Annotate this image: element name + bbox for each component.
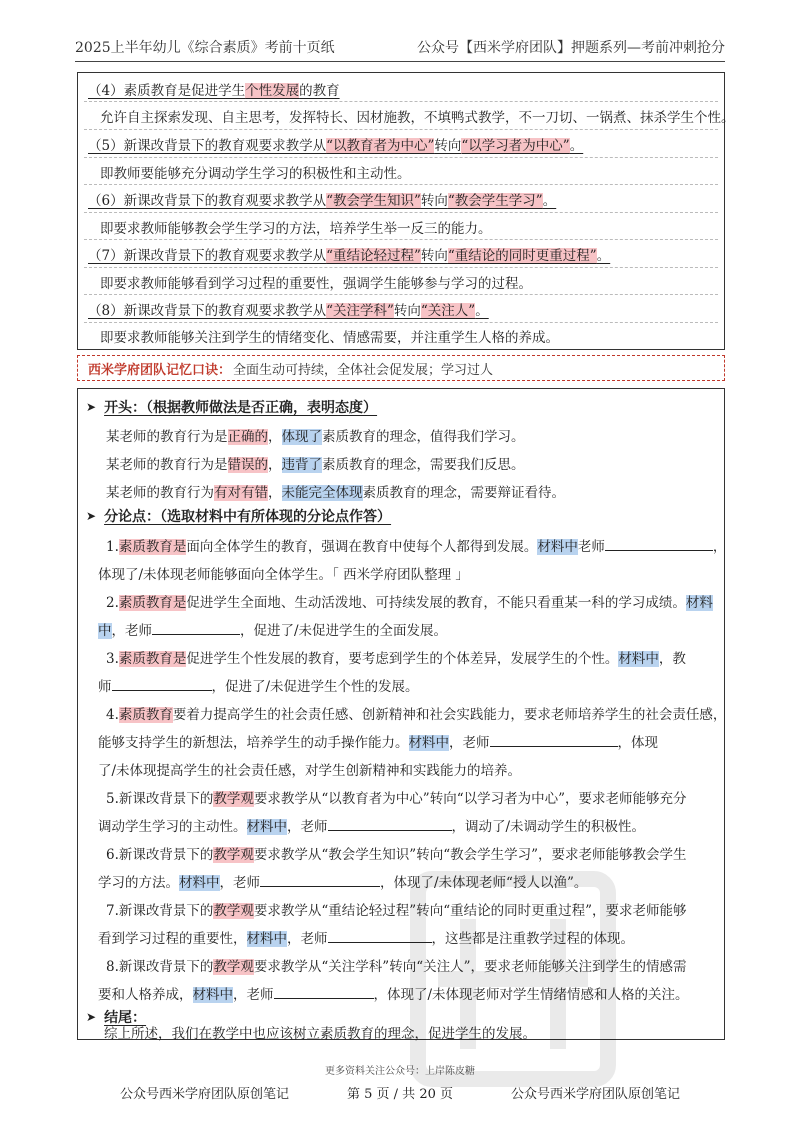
divider [84,294,718,295]
point-1-line-1: 1.素质教育是面向全体学生的教育，强调在教育中使每个人都得到发展。材料中老师 ， [106,539,727,555]
point-5-line-1: 5.新课改背景下的教学观要求教学从“以教育者为中心”转向“以学习者为中心”，要求老师能够充分 [106,791,687,807]
divider [84,239,718,240]
answer-template-box [77,388,725,1040]
divider [84,101,718,102]
header-right-title: 公众号【西米学府团队】押题系列—考前冲刺抢分 [417,40,725,56]
header-left-title: 2025上半年幼儿《综合素质》考前十页纸 [75,40,335,56]
point-3-line-1: 3.素质教育是促进学生个性发展的教育，要考虑到学生的个体差异，发展学生的个性。材料中，教 [106,651,686,667]
arrow-bullet-icon: ➤ [86,1010,97,1024]
divider [84,212,718,213]
point-4-line-1: 4.素质教育要着力提高学生的社会责任感、创新精神和社会实践能力，要求老师培养学生的社会责任感， [106,707,727,723]
point-1-line-2: 体现了/未体现老师能够面向全体学生。「 西米学府团队整理 」 [98,567,469,583]
concept-7-heading: （7）新课改背景下的教育观要求教学从“重结论轻过程”转向“重结论的同时更重过程”。 [88,248,611,264]
divider [84,322,718,323]
opening-line-3: 某老师的教育行为有对有错，未能完全体现素质教育的理念，需要辩证看待。 [106,485,565,501]
point-8-line-2: 要和人格养成，材料中，老师 ，体现了/未体现老师对学生情绪情感和人格的关注。 [98,987,689,1003]
point-6-line-2: 学习的方法。材料中，老师 ，体现了/未体现老师“授人以渔”。 [98,875,588,891]
section-opening-title: 开头：（根据教师做法是否正确，表明态度） [104,400,378,416]
divider [84,129,718,130]
point-5-line-2: 调动学生学习的主动性。材料中，老师 ，调动了/未调动学生的积极性。 [98,819,646,835]
point-6-line-1: 6.新课改背景下的教学观要求教学从“教会学生知识”转向“教会学生学习”，要求老师能够教会学生 [106,847,687,863]
concept-7-text: 即要求教师能够看到学习过程的重要性，强调学生能够参与学习的过程。 [100,276,532,292]
arrow-bullet-icon: ➤ [86,400,97,414]
ending-text: 综上所述，我们在教学中也应该树立素质教育的理念，促进学生的发展。 [104,1026,536,1042]
answer-blank[interactable] [260,873,380,887]
point-7-line-1: 7.新课改背景下的教学观要求教学从“重结论轻过程”转向“重结论的同时更重过程”，要求老师能够 [106,903,687,919]
answer-blank[interactable] [605,537,713,551]
answer-blank[interactable] [274,985,374,999]
point-4-line-2: 能够支持学生的新想法，培养学生的动手操作能力。材料中，老师 ，体现 [98,735,658,751]
footnote: 更多资料关注公众号：上岸陈皮糖 [325,1066,475,1077]
page-number: 第 5 页 / 共 20 页 [347,1087,453,1102]
concept-5-heading: （5）新课改背景下的教育观要求教学从“以教育者为中心”转向“以学习者为中心”。 [88,138,584,154]
divider [84,184,718,185]
footer-left: 公众号西米学府团队原创笔记 [120,1087,290,1102]
concept-6-text: 即要求教师能够教会学生学习的方法，培养学生举一反三的能力。 [100,221,492,237]
section-points [86,506,391,526]
concept-5-text: 即教师要能够充分调动学生学习的积极性和主动性。 [100,166,411,182]
section-opening [86,397,377,417]
point-8-line-1: 8.新课改背景下的教学观要求教学从“关注学科”转向“关注人”，要求老师能够关注到学生的情感需 [106,959,687,975]
answer-blank[interactable] [490,733,618,747]
concept-8-heading: （8）新课改背景下的教育观要求教学从“关注学科”转向“关注人”。 [88,303,489,319]
answer-blank[interactable] [328,817,452,831]
memory-tip-text: 全面生动可持续，全体社会促发展；学习过人 [233,362,494,378]
memory-tip [77,355,725,381]
opening-line-2: 某老师的教育行为是错误的，违背了素质教育的理念，需要我们反思。 [106,457,525,473]
page-footer [120,1083,680,1102]
opening-line-1: 某老师的教育行为是正确的，体现了素质教育的理念，值得我们学习。 [106,429,525,445]
divider [84,267,718,268]
concept-4-text: 允许自主探索发现、自主思考，发挥特长、因材施教，不填鸭式教学，不一刀切、一锅煮、抹杀学生个性。 [100,110,735,126]
point-4-line-3: 了/未体现提高学生的社会责任感，对学生创新精神和实践能力的培养。 [98,763,522,779]
concept-box [77,72,735,350]
memory-tip-label: 西米学府团队记忆口诀： [88,362,232,378]
point-2-line-1: 2.素质教育是促进学生全面地、生动活泼地、可持续发展的教育，不能只看重某一科的学习成绩。材料 [106,595,713,611]
page-header [75,36,725,62]
answer-blank[interactable] [112,677,212,691]
concept-6-heading: （6）新课改背景下的教育观要求教学从“教会学生知识”转向“教会学生学习”。 [88,193,557,209]
footer-right: 公众号西米学府团队原创笔记 [510,1087,680,1102]
point-3-line-2: 师 ，促进了/未促进学生个性的发展。 [98,679,419,695]
section-points-title: 分论点：（选取材料中有所体现的分论点作答） [104,509,392,525]
arrow-bullet-icon: ➤ [86,509,97,523]
section-ending-title: 结尾： [104,1010,147,1026]
answer-blank[interactable] [328,929,432,943]
answer-blank[interactable] [152,621,240,635]
divider [84,157,718,158]
concept-8-text: 即要求教师能够关注到学生的情绪变化、情感需要，并注重学生人格的养成。 [100,330,559,346]
concept-4-heading: （4）素质教育是促进学生个性发展的教育 [88,83,340,99]
point-7-line-2: 看到学习过程的重要性，材料中，老师 ，这些都是注重教学过程的体现。 [98,931,634,947]
point-2-line-2: 中，老师 ，促进了/未促进学生的全面发展。 [98,623,448,639]
